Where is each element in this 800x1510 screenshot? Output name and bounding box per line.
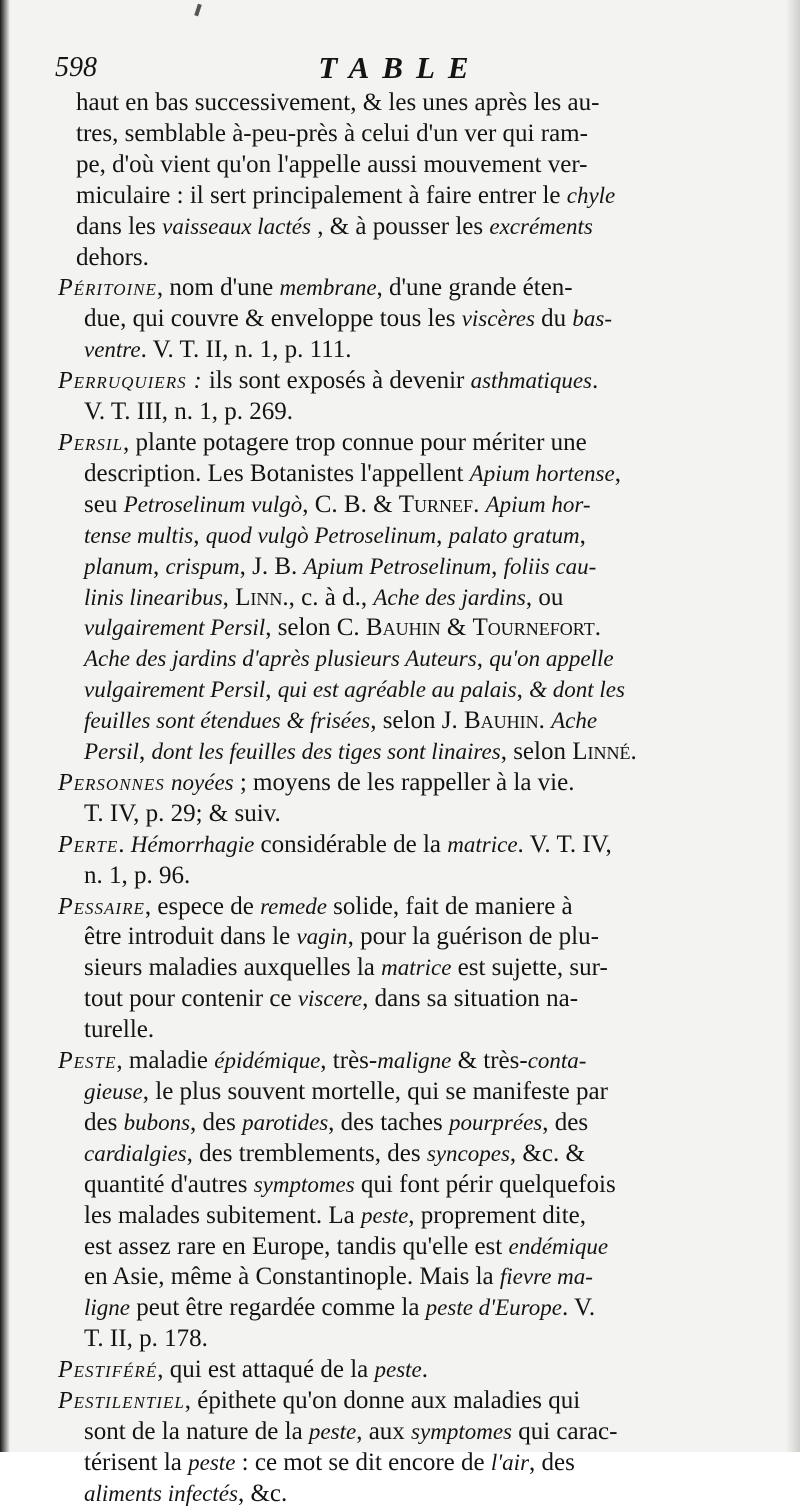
text-line (58, 490, 738, 521)
text-line (58, 212, 738, 243)
text-run: , selon J. (370, 707, 464, 735)
index-entry (58, 768, 738, 830)
text-run: les malades subitement. La (84, 1201, 362, 1229)
text-line (58, 366, 738, 397)
text-line (58, 675, 738, 706)
text-run: , J. B. (239, 552, 304, 580)
text-run: , des (529, 1448, 575, 1476)
text-run: . (591, 367, 599, 395)
text-run: peut être regardée comme la (130, 1294, 426, 1322)
italic-term: endémique (508, 1233, 609, 1259)
italic-term: symptomes (253, 1171, 355, 1197)
text-run: , (476, 645, 490, 673)
text-run: . (630, 738, 637, 766)
author-name: Linné (572, 738, 631, 766)
text-line (58, 613, 738, 644)
italic-term: asthmatiques (470, 368, 592, 394)
text-run: , ou (525, 583, 564, 611)
italic-term: Apium hortense (469, 460, 615, 486)
text-run: haut en bas successivement, & les unes après les au- (76, 89, 600, 116)
text-run: & (440, 614, 473, 642)
text-run: solide, fait de maniere à (326, 892, 573, 920)
italic-term: viscères (461, 306, 535, 332)
italic-term: matrice (447, 831, 518, 857)
text-run: tout pour contenir ce (84, 985, 298, 1013)
italic-term: peste d'Europe (425, 1295, 562, 1321)
text-run: , (193, 521, 206, 549)
text-run: , (138, 738, 152, 766)
text-run: , (265, 676, 278, 704)
text-run: , (579, 521, 586, 549)
italic-term: bubons (123, 1109, 191, 1135)
italic-term: & dont les (529, 677, 625, 703)
text-line (58, 459, 738, 490)
entry-headword: Péritoine (58, 275, 157, 302)
italic-term: palato gratum (448, 522, 580, 548)
author-name: Tournefort (472, 614, 595, 642)
page-number: 598 (55, 52, 97, 83)
text-line (58, 521, 738, 552)
text-run: est sujette, sur- (451, 954, 608, 982)
text-run: ., c. à d., (282, 583, 374, 611)
italic-term: Apium Petroselinum (303, 553, 492, 579)
italic-term: quod vulgò Petroselinum (205, 522, 437, 548)
italic-term: vagin (296, 924, 348, 950)
italic-term: remede (260, 893, 327, 919)
text-line (58, 953, 738, 984)
author-name: Turnef (398, 490, 474, 518)
text-run: , (516, 676, 530, 704)
text-run: . V. T. IV, (517, 830, 612, 858)
text-run: , plante potagere trop connue pour mériter une (123, 428, 587, 456)
italic-term: Ache des jardins d'après plusieurs Auteurs (84, 646, 477, 672)
text-line (58, 428, 738, 459)
index-entry (58, 1046, 738, 1355)
author-name: Bauhin (365, 614, 441, 642)
text-line (58, 1417, 738, 1448)
italic-term: vulgairement Persil (84, 677, 266, 703)
page-shadow-right (786, 0, 800, 1452)
text-run: n. 1, p. 96. (84, 861, 191, 889)
italic-term: peste (374, 1357, 422, 1383)
text-run: , proprement dite, (408, 1201, 587, 1229)
running-title: TABLE (318, 50, 482, 85)
italic-term: Apium hor- (485, 491, 591, 517)
text-line (58, 984, 738, 1015)
italic-term: peste (188, 1449, 236, 1475)
text-run: ; moyens de les rappeller à la vie. (233, 768, 575, 796)
text-run: , maladie (116, 1047, 215, 1075)
italic-term: foliis cau- (503, 553, 597, 579)
text-line (58, 181, 738, 212)
text-line (58, 706, 738, 737)
italic-term: cardialgies (84, 1140, 187, 1166)
text-line (58, 1015, 738, 1046)
italic-term: peste (308, 1418, 357, 1444)
author-name: Bauhin (463, 707, 539, 735)
text-run: & très- (451, 1047, 528, 1075)
italic-term: peste (361, 1202, 409, 1228)
text-run: , des (542, 1108, 589, 1136)
text-line (58, 583, 738, 614)
text-run: description. Les Botanistes l'appellent (84, 459, 470, 487)
continued-entry (58, 88, 738, 273)
text-run: , qui est attaqué de la (157, 1356, 375, 1384)
text-run: , épithete qu'on donne aux maladies qui (184, 1387, 581, 1415)
index-entry (58, 428, 738, 768)
text-run: , nom d'une (156, 274, 280, 302)
italic-term: Hémorrhagie (130, 831, 255, 857)
text-line (58, 88, 738, 119)
italic-term: maligne (377, 1048, 452, 1074)
italic-term: linis linearibus (84, 584, 223, 610)
entry-headword: Pestiféré (58, 1357, 158, 1384)
text-run: des (84, 1108, 124, 1136)
text-run: , (153, 552, 166, 580)
text-run: T. II, p. 178. (84, 1325, 208, 1353)
text-run: qui carac- (511, 1417, 618, 1445)
index-entry (58, 366, 738, 428)
text-line (58, 304, 738, 335)
text-line (58, 335, 738, 366)
text-run: du (534, 305, 573, 333)
text-run: qui font périr quelquefois (354, 1170, 616, 1198)
text-run: due, qui couvre & enveloppe tous les (84, 305, 462, 333)
italic-term: membrane (279, 275, 377, 301)
italic-term: qu'on appelle (489, 646, 614, 672)
text-run: . (118, 830, 131, 858)
entry-headword: Pestilentiel (58, 1388, 185, 1415)
text-line (58, 768, 738, 799)
text-run: dehors. (76, 243, 149, 271)
italic-term: noyées (171, 769, 234, 795)
italic-term: dont les feuilles des tiges sont linaires (151, 739, 501, 765)
text-run: . (538, 707, 552, 735)
text-line (58, 1293, 738, 1324)
italic-term: gieuse (84, 1079, 143, 1104)
entry-headword: Pessaire (58, 893, 145, 920)
italic-term: parotides (242, 1109, 329, 1135)
italic-term: bas- (572, 306, 613, 332)
italic-term: planum (84, 553, 153, 579)
text-run: V. T. III, n. 1, p. 269. (84, 398, 294, 426)
index-body (58, 88, 738, 1510)
text-run: , d'une grande éten- (376, 274, 573, 302)
text-line (58, 1170, 738, 1201)
entry-headword: Perruquiers : (58, 368, 203, 395)
text-run: sont de la nature de la (84, 1417, 309, 1445)
text-line (58, 1324, 738, 1355)
italic-term: excréments (489, 213, 593, 239)
italic-term: viscere (297, 986, 363, 1012)
text-run: , &c. & (509, 1139, 585, 1167)
italic-term: chyle (566, 182, 616, 208)
italic-term: symptomes (411, 1418, 512, 1444)
text-run: , des taches (328, 1108, 449, 1136)
text-run: en Asie, même à Constantinople. Mais la (84, 1263, 500, 1291)
italic-term: Ache (551, 708, 598, 734)
text-run: considérable de la (254, 830, 448, 858)
text-run: seu (84, 490, 124, 518)
text-line (58, 150, 738, 181)
text-run: T. IV, p. 29; & suiv. (84, 799, 281, 827)
italic-term: syncopes (426, 1140, 510, 1166)
text-line (58, 1355, 738, 1386)
text-line (58, 243, 738, 274)
text-line (58, 1232, 738, 1263)
italic-term: Persil (84, 739, 139, 765)
italic-term: ventre (84, 337, 141, 363)
italic-term: Petroselinum vulgò (123, 491, 303, 517)
index-entry (58, 830, 738, 892)
text-run: , selon C. (265, 614, 366, 642)
author-name: Linn (235, 583, 283, 611)
italic-term: vaisseaux lactés (162, 213, 311, 239)
text-run: , (222, 583, 236, 611)
text-run: , & à pousser les (310, 212, 490, 240)
page-shadow-left (0, 0, 10, 1452)
text-run: est assez rare en Europe, tandis qu'elle est (84, 1232, 509, 1260)
page-header (55, 50, 745, 92)
text-line (58, 1448, 738, 1479)
text-run: . (473, 490, 486, 518)
italic-term: Ache des jardins (373, 584, 526, 610)
entry-headword: Perte (58, 831, 119, 858)
text-line (58, 644, 738, 675)
text-run: , (436, 521, 449, 549)
text-run: , (491, 552, 504, 580)
text-run: , des (190, 1108, 243, 1136)
pencil-mark (194, 4, 202, 17)
italic-term: vulgairement Persil (84, 615, 266, 641)
text-line (58, 1386, 738, 1417)
text-run: ils sont exposés à devenir (202, 367, 471, 395)
text-run: térisent la (84, 1448, 189, 1476)
italic-term: aliments infectés (84, 1480, 238, 1506)
text-run: , (614, 459, 621, 487)
italic-term: l'air (490, 1449, 530, 1475)
text-line (58, 1077, 738, 1108)
text-run: , &c. (237, 1479, 288, 1507)
text-run: . V. T. II, n. 1, p. 111. (140, 336, 352, 364)
text-line (58, 1262, 738, 1293)
entry-headword: Peste (58, 1048, 117, 1075)
text-line (58, 119, 738, 150)
text-line (58, 552, 738, 583)
text-run: , pour la guérison de plu- (347, 923, 599, 951)
italic-term: qui est agréable au palais (277, 677, 517, 703)
text-line (58, 1108, 738, 1139)
text-line (58, 397, 738, 428)
text-run: turelle. (84, 1016, 155, 1044)
text-run: , des tremblements, des (186, 1139, 427, 1167)
text-line (58, 273, 738, 304)
index-entry (58, 1355, 738, 1386)
text-run: . (421, 1356, 429, 1384)
text-line (58, 737, 738, 768)
text-run: tres, semblable à-peu-près à celui d'un ver qui ram- (76, 119, 588, 147)
italic-term: crispum (165, 553, 240, 579)
italic-term: fievre ma- (499, 1264, 593, 1290)
text-line (58, 1139, 738, 1170)
text-line (58, 1479, 738, 1510)
text-run: . V. (561, 1294, 596, 1322)
entry-headword: Personnes (58, 769, 165, 796)
index-entry (58, 273, 738, 366)
text-run: , selon (500, 738, 573, 766)
italic-term: tense multis (84, 522, 194, 548)
text-run: : ce mot se dit encore de (235, 1448, 491, 1476)
text-run: quantité d'autres (84, 1170, 254, 1198)
text-line (58, 892, 738, 923)
italic-term: conta- (527, 1048, 587, 1074)
italic-term: pourprées (448, 1109, 543, 1135)
text-line (58, 1201, 738, 1232)
text-run: , le plus souvent mortelle, qui se manifeste par (142, 1078, 608, 1105)
text-line (58, 799, 738, 830)
italic-term: feuilles sont étendues & frisées (84, 708, 371, 734)
text-run: , C. B. & (302, 490, 399, 518)
text-line (58, 861, 738, 892)
text-run: dans les (76, 212, 163, 240)
text-run: miculaire : il sert principalement à faire entrer le (76, 181, 567, 209)
text-run: être introduit dans le (84, 923, 297, 951)
text-run: , aux (356, 1417, 412, 1445)
italic-term: épidémique (214, 1048, 321, 1074)
entry-headword: Persil (58, 429, 124, 456)
text-run: , espece de (144, 892, 261, 920)
index-entry (58, 892, 738, 1047)
text-line (58, 1046, 738, 1077)
text-run: , très- (320, 1047, 378, 1075)
italic-term: matrice (381, 955, 452, 981)
italic-term: ligne (84, 1295, 130, 1321)
text-line (58, 922, 738, 953)
text-line (58, 830, 738, 861)
text-run: sieurs maladies auxquelles la (84, 954, 382, 982)
text-run: . (594, 614, 601, 642)
text-run: , dans sa situation na- (362, 985, 579, 1013)
index-entry (58, 1386, 738, 1510)
text-run: pe, d'où vient qu'on l'appelle aussi mouvement ver- (76, 150, 588, 178)
